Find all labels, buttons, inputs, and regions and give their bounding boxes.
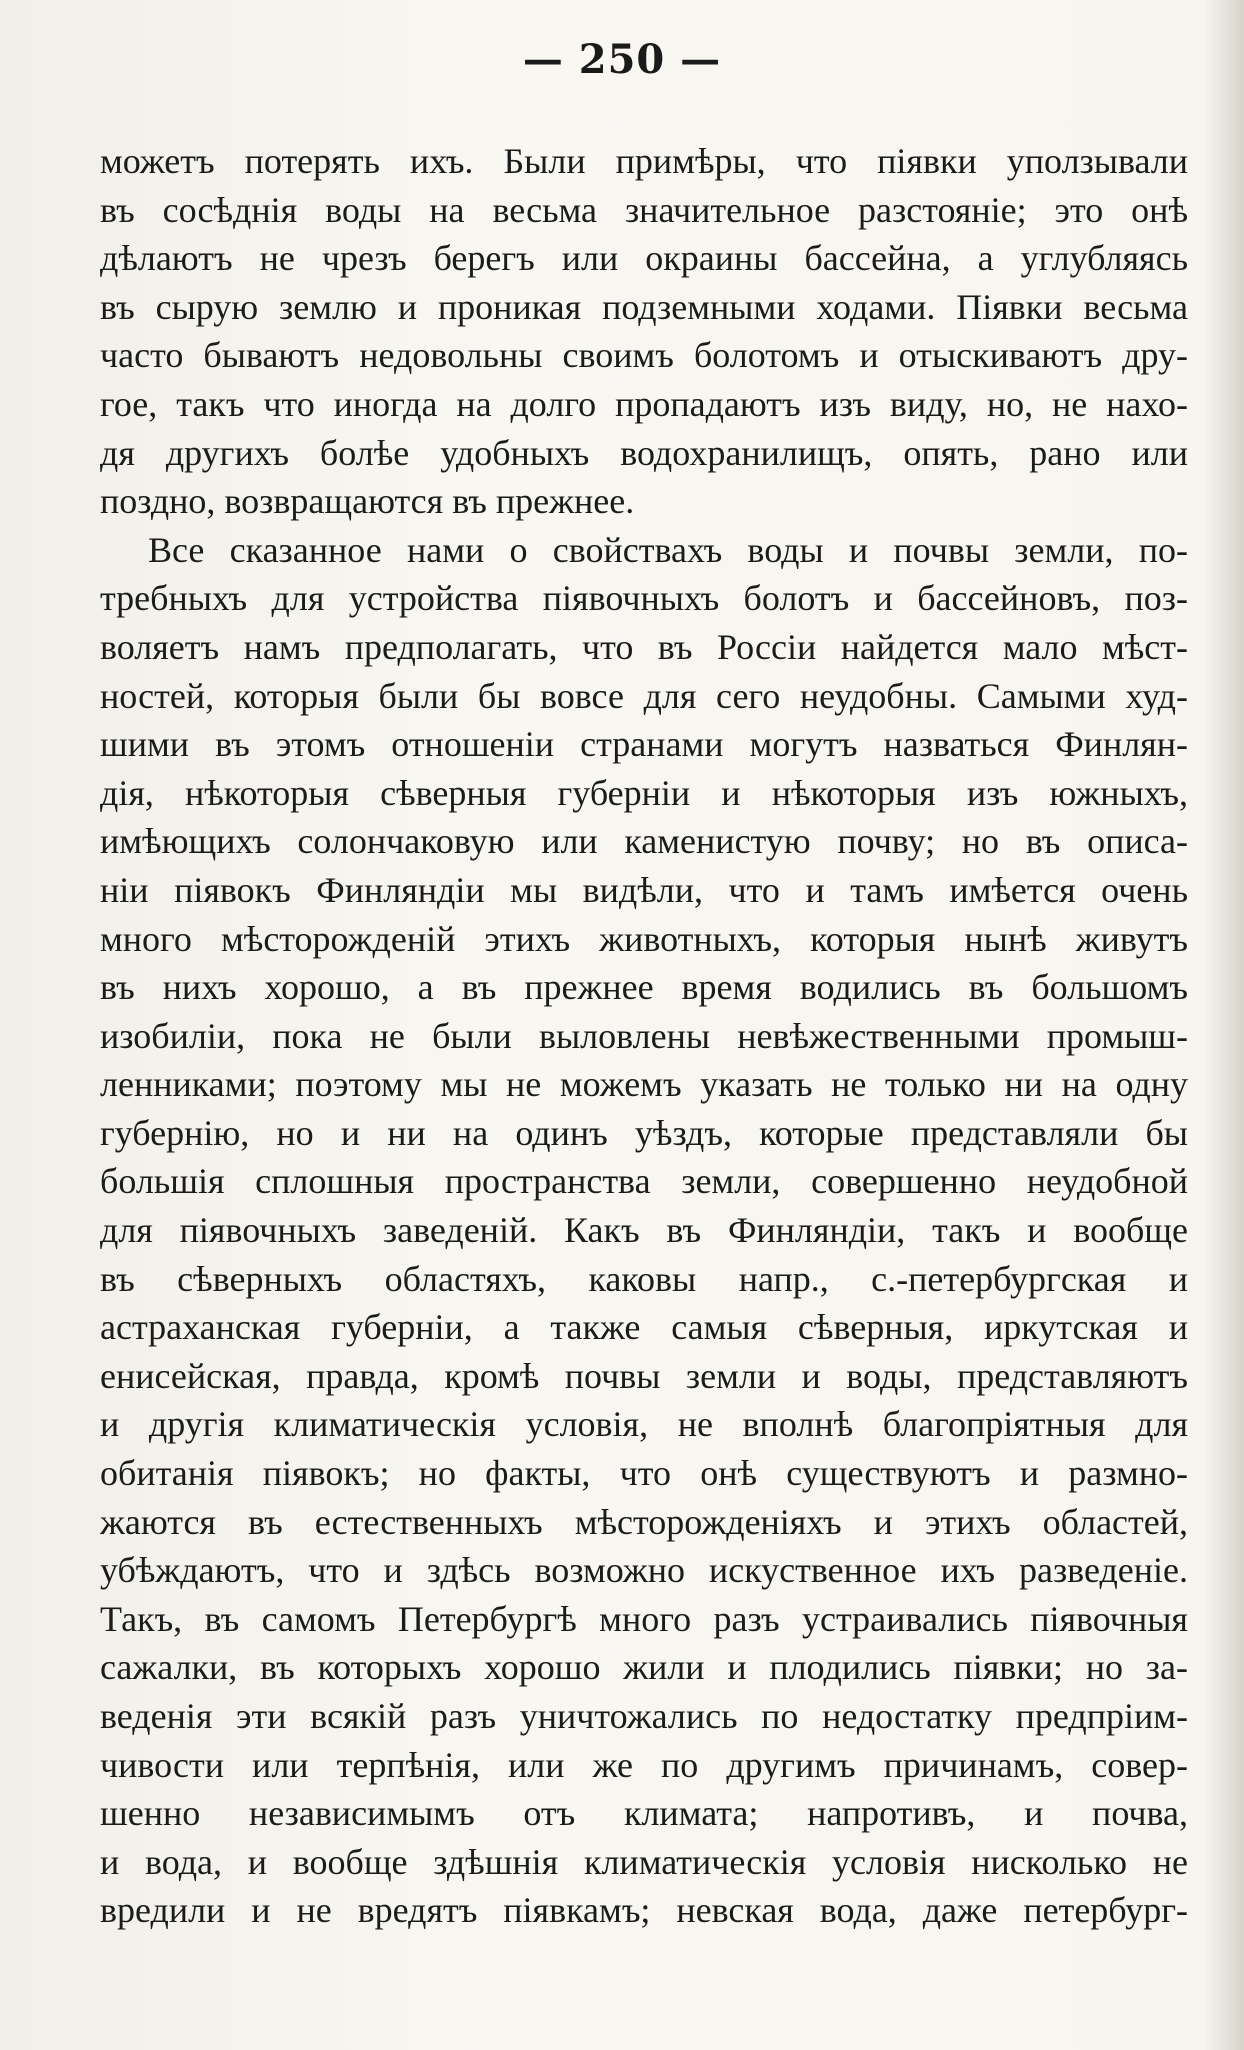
text-line: въ сосѣднія воды на весьма значительное разстояніе; это онѣ: [100, 189, 1188, 230]
text-line: поздно, возвращаются въ прежнее.: [100, 481, 635, 522]
text-line: ностей, которыя были бы вовсе для сего неудобны. Самыми худ-: [100, 675, 1188, 716]
text-line: дія, нѣкоторыя сѣверныя губерніи и нѣкоторыя изъ южныхъ,: [100, 772, 1188, 813]
text-line: дя другихъ болѣе удобныхъ водохранилищъ, опять, рано или: [100, 432, 1188, 473]
text-line: въ сырую землю и проникая подземными ходами. Піявки весьма: [100, 286, 1188, 327]
text-line: имѣющихъ солончаковую или каменистую почву; но въ описа-: [100, 821, 1188, 862]
text-line: шенно независимымъ отъ климата; напротивъ, и почва,: [100, 1793, 1188, 1834]
text-line: гое, такъ что иногда на долго пропадаютъ изъ виду, но, не нахо-: [100, 383, 1188, 424]
paragraph-start-line: Все сказанное нами о свойствахъ воды и почвы земли, по-: [148, 529, 1188, 570]
text-line: въ сѣверныхъ областяхъ, каковы напр., с.-петербургская и: [100, 1258, 1188, 1299]
text-line: часто бываютъ недовольны своимъ болотомъ и отыскиваютъ дру-: [100, 335, 1188, 376]
text-line: веденія эти всякій разъ уничтожались по недостатку предпріим-: [100, 1696, 1188, 1736]
text-line: ніи піявокъ Финляндіи мы видѣли, что и тамъ имѣется очень: [100, 869, 1188, 910]
text-line: вредили и не вредятъ піявкамъ; невская вода, даже петербург-: [100, 1890, 1188, 1931]
text-line: воляетъ намъ предполагать, что въ Россіи найдется мало мѣст-: [100, 626, 1188, 667]
body-text: [100, 137, 1188, 1935]
text-line: дѣлаютъ не чрезъ берегъ или окраины бассейна, а углубляясь: [100, 238, 1188, 279]
text-line: требныхъ для устройства піявочныхъ болотъ и бассейновъ, поз-: [100, 578, 1188, 619]
text-line: убѣждаютъ, что и здѣсь возможно искуственное ихъ разведеніе.: [100, 1550, 1188, 1591]
text-line: въ нихъ хорошо, а въ прежнее время водились въ большомъ: [100, 967, 1188, 1008]
text-line: изобиліи, пока не были выловлены невѣжественными промыш-: [100, 1015, 1188, 1056]
text-line: много мѣсторожденій этихъ животныхъ, которыя нынѣ живутъ: [100, 918, 1188, 959]
text-line: чивости или терпѣнія, или же по другимъ причинамъ, совер-: [100, 1744, 1188, 1785]
text-line: Такъ, въ самомъ Петербургѣ много разъ устраивались піявочныя: [100, 1598, 1188, 1639]
text-line: астраханская губерніи, а также самыя сѣверныя, иркутская и: [100, 1307, 1188, 1348]
text-line: можетъ потерять ихъ. Были примѣры, что піявки уползывали: [100, 141, 1188, 181]
page-number: — 250 —: [522, 36, 722, 83]
text-line: обитанія піявокъ; но факты, что онѣ существуютъ и размно-: [100, 1453, 1188, 1494]
text-line: губернію, но и ни на одинъ уѣздъ, которые представляли бы: [100, 1112, 1188, 1153]
text-line: шими въ этомъ отношеніи странами могутъ назваться Финлян-: [100, 724, 1188, 765]
text-line: ленниками; поэтому мы не можемъ указать не только ни на одну: [100, 1064, 1188, 1105]
text-line: и вода, и вообще здѣшнія климатическія условія нисколько не: [100, 1841, 1188, 1882]
text-line: жаются въ естественныхъ мѣсторожденіяхъ и этихъ областей,: [100, 1501, 1188, 1542]
text-line: енисейская, правда, кромѣ почвы земли и воды, представляютъ: [100, 1355, 1188, 1396]
text-line: сажалки, въ которыхъ хорошо жили и плодились піявки; но за-: [100, 1647, 1188, 1688]
text-line: и другія климатическія условія, не вполнѣ благопріятныя для: [100, 1404, 1188, 1445]
page-edge-shadow: [1204, 0, 1244, 2050]
text-line: для піявочныхъ заведеній. Какъ въ Финляндіи, такъ и вообще: [100, 1210, 1188, 1251]
text-line: большія сплошныя пространства земли, совершенно неудобной: [100, 1161, 1188, 1202]
